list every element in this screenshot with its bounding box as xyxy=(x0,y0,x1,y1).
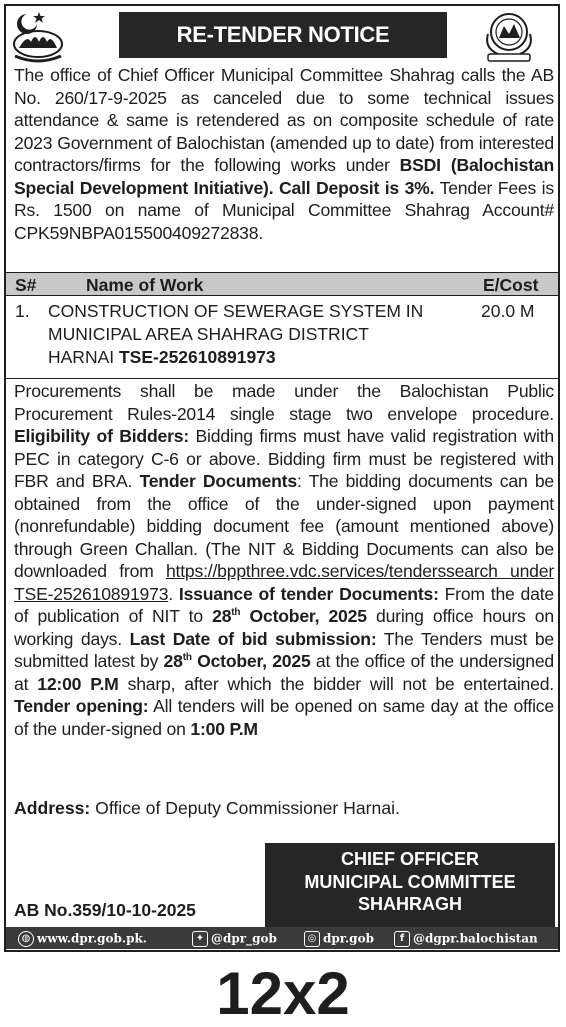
signature-box xyxy=(265,843,555,927)
row-cost: 20.0 M xyxy=(481,301,535,321)
table-divider xyxy=(6,378,558,379)
header-sno: S# xyxy=(15,275,37,295)
bsdi-text: BSDI (Balochistan Special Development Initiative). Call Deposit is 3%. xyxy=(14,155,554,198)
footer-twitter[interactable]: ✦ @dpr_gob xyxy=(192,931,277,947)
footer-instagram[interactable]: ◎ dpr.gob xyxy=(304,931,374,947)
header-name-of-work: Name of Work xyxy=(86,275,204,295)
table-row xyxy=(6,300,558,376)
municipal-seal-icon xyxy=(480,8,538,66)
facebook-icon: f xyxy=(394,931,410,947)
intro-paragraph: The office of Chief Officer Municipal Committee Shahrag calls the AB No. 260/17-9-2025 as canceled due to some technical issues attendance & same is retendered as on composite schedule of rate 2023 Government of Balochistan (amended up to date) from interested contractors/firms for the following works under BSDI (Balochistan Special Development Initiative). Call Deposit is 3%. Tender Fees is Rs. 1500 on name of Municipal Committee Shahrag Account# CPK59NBPA015500409272838. xyxy=(14,65,554,243)
header-cost: E/Cost xyxy=(483,275,539,295)
row-work: CONSTRUCTION OF SEWERAGE SYSTEM IN MUNICIPAL AREA SHAHRAG DISTRICT HARNAI TSE-252610891973 xyxy=(48,301,424,367)
signature-line-1: CHIEF OFFICER xyxy=(341,849,479,869)
signature-line-2: MUNICIPAL COMMITTEE xyxy=(304,871,516,892)
ad-size-label: 12x2 xyxy=(216,960,350,1027)
globe-icon: ◍ xyxy=(18,931,34,947)
notice-title: RE-TENDER NOTICE xyxy=(119,12,447,58)
tender-link[interactable]: https://bppthree.vdc.services/tenderssearch under TSE-252610891973 xyxy=(14,561,554,604)
address-line: Address: Office of Deputy Commissioner Harnai. xyxy=(14,798,400,818)
terms-paragraph: Procurements shall be made under the Balochistan Public Procurement Rules-2014 single stage two envelope procedure. Eligibility of Bidders: Bidding firms must have valid registration with PEC in category C-6 or above. Bidding firm must be registered with FBR and BRA. Tender Documents: The bidding documents can be obtained from the office of the under-signed upon payment (nonrefundable) bidding document fee (amount mentioned above) through Green Challan. (The NIT & Bidding Documents can also be downloaded from https://bppthree.vdc.services/tenderssearch under TSE-252610891973. Issuance of tender Documents: From the date of publication of NIT to 28th October, 2025 during office hours on working days. Last Date of bid submission: The Tenders must be submitted latest by 28th October, 2025 at the office of the undersigned at 12:00 P.M sharp, after which the bidder will not be entertained. Tender opening: All tenders will be opened on same day at the office of the under-signed on 1:00 P.M xyxy=(14,381,555,739)
signature-line-3: SHAHRAGH xyxy=(357,894,462,914)
footer-bar xyxy=(6,927,558,949)
balochistan-emblem-icon xyxy=(9,8,67,66)
footer-website[interactable]: ◍ www.dpr.gob.pk. xyxy=(18,931,147,947)
ab-number: AB No.359/10-10-2025 xyxy=(14,900,196,920)
footer-facebook[interactable]: f @dgpr.balochistan xyxy=(394,931,538,947)
instagram-icon: ◎ xyxy=(304,931,320,947)
twitter-icon: ✦ xyxy=(192,931,208,947)
works-table-header xyxy=(6,272,558,296)
row-tse: TSE-252610891973 xyxy=(118,347,276,367)
row-sno: 1. xyxy=(15,301,30,321)
